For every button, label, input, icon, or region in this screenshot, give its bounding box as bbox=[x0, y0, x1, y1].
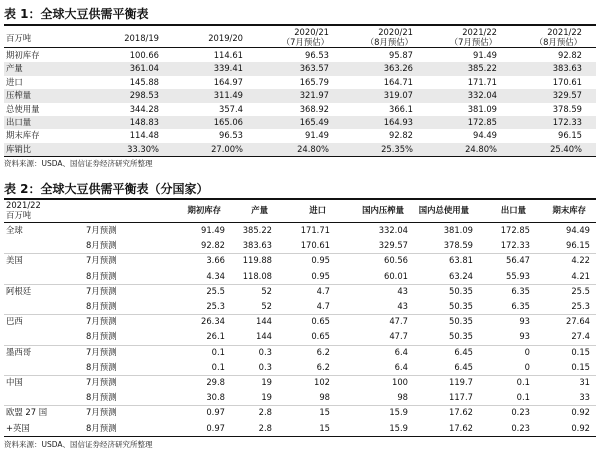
table1-header-rule bbox=[4, 47, 596, 48]
table-cell: 0.95 bbox=[311, 255, 330, 266]
table2-row bbox=[4, 269, 596, 285]
table-cell: 6.45 bbox=[454, 361, 473, 372]
table-cell: 357.4 bbox=[219, 103, 243, 114]
table1-row bbox=[4, 62, 596, 75]
table-cell: 385.22 bbox=[242, 225, 272, 235]
table-cell: 92.82 bbox=[201, 240, 225, 251]
table-cell: 25.40% bbox=[550, 143, 582, 154]
row-label: 库销比 bbox=[6, 143, 32, 154]
table-cell: 52 bbox=[261, 301, 272, 311]
table1-col-subheader: （8月预估） bbox=[365, 37, 413, 47]
period-label: 7月预测 bbox=[86, 255, 117, 266]
table-cell: 0.23 bbox=[511, 422, 530, 433]
period-label: 8月预测 bbox=[86, 361, 117, 372]
period-label: 8月预测 bbox=[86, 240, 117, 251]
table-cell: 383.63 bbox=[242, 240, 272, 251]
table-cell: 0.3 bbox=[258, 346, 272, 357]
table-cell: 0.15 bbox=[571, 361, 590, 372]
period-label: 7月预测 bbox=[86, 407, 117, 418]
table1-col-header: 2019/20 bbox=[208, 33, 243, 43]
table-cell: 27.64 bbox=[566, 316, 590, 327]
table-cell: 165.79 bbox=[299, 76, 329, 87]
table-cell: 96.15 bbox=[558, 130, 582, 141]
table1-row bbox=[4, 129, 596, 142]
table2-row bbox=[4, 314, 596, 329]
country-label: 全球 bbox=[6, 225, 23, 235]
table-cell: 24.80% bbox=[297, 143, 329, 154]
table-cell: 92.82 bbox=[558, 50, 582, 60]
table-cell: 27.00% bbox=[211, 143, 243, 154]
table-cell: 100.66 bbox=[129, 50, 159, 60]
table-cell: 119.7 bbox=[449, 377, 473, 387]
table1-col-subheader: （8月预估） bbox=[534, 37, 582, 47]
table-cell: 311.49 bbox=[213, 90, 243, 101]
table-cell: 47.7 bbox=[389, 331, 408, 342]
table-cell: 25.5 bbox=[206, 285, 225, 296]
table-cell: 329.57 bbox=[552, 90, 582, 101]
table2-bottom-rule bbox=[4, 436, 596, 437]
table1-col-subheader: （7月预估） bbox=[449, 37, 497, 47]
table-cell: 378.59 bbox=[552, 103, 582, 114]
table2-row bbox=[4, 223, 596, 238]
period-label: 7月预测 bbox=[86, 377, 117, 387]
table-cell: 119.88 bbox=[242, 255, 272, 266]
country-label: 中国 bbox=[6, 377, 23, 387]
table-cell: 26.1 bbox=[206, 331, 225, 342]
table-cell: 144 bbox=[256, 316, 272, 327]
table-cell: 17.62 bbox=[449, 407, 473, 418]
row-label: 期初库存 bbox=[6, 50, 40, 60]
country-label: 阿根廷 bbox=[6, 285, 32, 296]
table-cell: 55.93 bbox=[506, 270, 530, 281]
table-cell: 0.1 bbox=[211, 361, 225, 372]
table-cell: 6.35 bbox=[511, 285, 530, 296]
table-cell: 0.65 bbox=[311, 316, 330, 327]
table-cell: 319.07 bbox=[383, 90, 413, 101]
table2-row bbox=[4, 375, 596, 390]
table-cell: 95.87 bbox=[389, 50, 413, 60]
table-cell: 118.08 bbox=[242, 270, 272, 281]
table2-col-header: 国内总使用量 bbox=[418, 205, 469, 215]
period-label: 7月预测 bbox=[86, 225, 117, 235]
table2-row bbox=[4, 284, 596, 299]
table-cell: 6.35 bbox=[511, 301, 530, 311]
table-cell: 114.61 bbox=[213, 50, 243, 60]
period-label: 7月预测 bbox=[86, 316, 117, 327]
table-cell: 25.5 bbox=[571, 285, 590, 296]
table-cell: 165.06 bbox=[213, 117, 243, 127]
row-label: 期末库存 bbox=[6, 130, 40, 141]
table-cell: 332.04 bbox=[378, 225, 408, 235]
table-cell: 2.8 bbox=[258, 407, 272, 418]
table-cell: 385.22 bbox=[467, 63, 497, 74]
table-cell: 60.56 bbox=[384, 255, 408, 266]
table-cell: 52 bbox=[261, 285, 272, 296]
table-cell: 93 bbox=[519, 316, 530, 327]
table-cell: 172.33 bbox=[552, 117, 582, 127]
table-cell: 0.95 bbox=[311, 270, 330, 281]
table-cell: 298.53 bbox=[129, 90, 159, 101]
table-cell: 0.97 bbox=[206, 422, 225, 433]
table2-row bbox=[4, 238, 596, 254]
country-label: 巴西 bbox=[6, 316, 23, 327]
table-cell: 378.59 bbox=[443, 240, 473, 251]
table-cell: 148.83 bbox=[129, 117, 159, 127]
table-cell: 15 bbox=[319, 407, 330, 418]
table-cell: 4.22 bbox=[571, 255, 590, 266]
table1-row bbox=[4, 103, 596, 116]
table1-top-rule bbox=[4, 24, 596, 26]
table-cell: 0.1 bbox=[516, 377, 530, 387]
table-cell: 94.49 bbox=[473, 130, 497, 141]
table-cell: 0.92 bbox=[571, 407, 590, 418]
table-cell: 19 bbox=[261, 392, 272, 403]
table-cell: 0 bbox=[524, 346, 530, 357]
table-cell: 332.04 bbox=[467, 90, 497, 101]
table-cell: 4.7 bbox=[316, 301, 330, 311]
table-cell: 98 bbox=[319, 392, 330, 403]
period-label: 8月预测 bbox=[86, 331, 117, 342]
table-cell: 0.3 bbox=[258, 361, 272, 372]
table-cell: 91.49 bbox=[473, 50, 497, 60]
country-label: 欧盟 27 国 bbox=[6, 407, 48, 418]
period-label: 7月预测 bbox=[86, 285, 117, 296]
table-cell: 0.92 bbox=[571, 422, 590, 433]
table-cell: 3.66 bbox=[206, 255, 225, 266]
table-cell: 144 bbox=[256, 331, 272, 342]
table-cell: 2.8 bbox=[258, 422, 272, 433]
table1-source: 资料来源：USDA、国信证券经济研究所整理 bbox=[4, 159, 153, 168]
table-cell: 47.7 bbox=[389, 316, 408, 327]
table2-col-header: 期末库存 bbox=[552, 205, 586, 215]
table1-col-header: 2020/21 bbox=[378, 27, 413, 37]
table-cell: 4.34 bbox=[206, 270, 225, 281]
table-cell: 92.82 bbox=[389, 130, 413, 141]
table2-col-header: 进口 bbox=[309, 205, 326, 215]
table-cell: 25.35% bbox=[381, 143, 413, 154]
table1-row bbox=[4, 116, 596, 129]
table-cell: 339.41 bbox=[213, 63, 243, 74]
table-cell: 164.97 bbox=[213, 76, 243, 87]
table2-row bbox=[4, 421, 596, 437]
table-cell: 50.35 bbox=[449, 301, 473, 311]
table-cell: 29.8 bbox=[206, 377, 225, 387]
table-cell: 96.53 bbox=[305, 50, 329, 60]
row-label: 进口 bbox=[6, 76, 23, 87]
table-cell: 96.15 bbox=[566, 240, 590, 251]
table-cell: 6.4 bbox=[394, 346, 408, 357]
table-cell: 24.80% bbox=[465, 143, 497, 154]
table2-col-header: 产量 bbox=[251, 205, 268, 215]
table-cell: 171.71 bbox=[300, 225, 330, 235]
table-cell: 0.1 bbox=[516, 392, 530, 403]
table-cell: 164.93 bbox=[383, 117, 413, 127]
table-cell: 30.8 bbox=[206, 392, 225, 403]
table2-top-rule bbox=[4, 198, 596, 200]
table1-col-header: 2021/22 bbox=[547, 27, 582, 37]
period-label: 8月预测 bbox=[86, 301, 117, 311]
table-cell: 4.7 bbox=[316, 285, 330, 296]
table1-unit-label: 百万吨 bbox=[6, 33, 32, 43]
table-cell: 19 bbox=[261, 377, 272, 387]
table-cell: 361.04 bbox=[129, 63, 159, 74]
table2-row bbox=[4, 345, 596, 360]
table1-col-header: 2020/21 bbox=[294, 27, 329, 37]
table-cell: 94.49 bbox=[566, 225, 590, 235]
row-label: 压榨量 bbox=[6, 90, 32, 101]
table2-row bbox=[4, 253, 596, 268]
table-cell: 368.92 bbox=[299, 103, 329, 114]
table-cell: 4.21 bbox=[571, 270, 590, 281]
period-label: 8月预测 bbox=[86, 392, 117, 403]
table-cell: 366.1 bbox=[389, 103, 413, 114]
table1-row bbox=[4, 89, 596, 102]
table-cell: 363.57 bbox=[299, 63, 329, 74]
table-cell: 6.4 bbox=[394, 361, 408, 372]
table1-col-header: 2018/19 bbox=[124, 33, 159, 43]
table-cell: 6.45 bbox=[454, 346, 473, 357]
table1-row bbox=[4, 49, 596, 62]
table-cell: 63.24 bbox=[449, 270, 473, 281]
table1-col-header: 2021/22 bbox=[462, 27, 497, 37]
table-cell: 26.34 bbox=[201, 316, 225, 327]
table-cell: 170.61 bbox=[552, 76, 582, 87]
period-label: 8月预测 bbox=[86, 422, 117, 433]
table-cell: 381.09 bbox=[467, 103, 497, 114]
table-cell: 0.15 bbox=[571, 346, 590, 357]
table-cell: 6.2 bbox=[316, 346, 330, 357]
table-cell: 91.49 bbox=[305, 130, 329, 141]
table-cell: 383.63 bbox=[552, 63, 582, 74]
table2-row bbox=[4, 299, 596, 315]
table-cell: 172.85 bbox=[500, 225, 530, 235]
table2-col-header: 国内压榨量 bbox=[362, 205, 404, 215]
table-cell: 25.3 bbox=[571, 301, 590, 311]
table-cell: 344.28 bbox=[129, 103, 159, 114]
table-cell: 27.4 bbox=[571, 331, 590, 342]
table2-source: 资料来源：USDA、国信证券经济研究所整理 bbox=[4, 440, 153, 449]
table-cell: 50.35 bbox=[449, 331, 473, 342]
table1-row bbox=[4, 76, 596, 89]
table-cell: 31 bbox=[579, 377, 590, 387]
row-label: 总使用量 bbox=[6, 103, 40, 114]
table2-row bbox=[4, 329, 596, 345]
row-label: 出口量 bbox=[6, 117, 32, 127]
table1-row bbox=[4, 143, 596, 156]
table-cell: 15.9 bbox=[389, 407, 408, 418]
table-cell: 165.49 bbox=[299, 117, 329, 127]
table1-col-subheader: （7月预估） bbox=[281, 37, 329, 47]
table-cell: 60.01 bbox=[384, 270, 408, 281]
table-cell: 15 bbox=[319, 422, 330, 433]
table2-year-label: 2021/22 bbox=[6, 200, 41, 210]
table-cell: 363.26 bbox=[383, 63, 413, 74]
table-cell: 93 bbox=[519, 331, 530, 342]
table2-col-header: 期初库存 bbox=[187, 205, 221, 215]
table-cell: 33.30% bbox=[127, 143, 159, 154]
table-cell: 91.49 bbox=[201, 225, 225, 235]
country-label: 美国 bbox=[6, 255, 23, 266]
table-cell: 50.35 bbox=[449, 316, 473, 327]
table-cell: 0.65 bbox=[311, 331, 330, 342]
country-label: +英国 bbox=[6, 422, 30, 433]
table-cell: 170.61 bbox=[300, 240, 330, 251]
country-label: 墨西哥 bbox=[6, 346, 32, 357]
table-cell: 33 bbox=[579, 392, 590, 403]
table-cell: 25.3 bbox=[206, 301, 225, 311]
table-cell: 0 bbox=[524, 361, 530, 372]
table-cell: 63.81 bbox=[449, 255, 473, 266]
table2-title: 表 2：全球大豆供需平衡表（分国家） bbox=[4, 182, 209, 196]
table2-row bbox=[4, 360, 596, 376]
table-cell: 56.47 bbox=[506, 255, 530, 266]
table-cell: 145.88 bbox=[129, 76, 159, 87]
table-cell: 43 bbox=[397, 301, 408, 311]
table-cell: 321.97 bbox=[299, 90, 329, 101]
table-cell: 171.71 bbox=[467, 76, 497, 87]
table-cell: 0.1 bbox=[211, 346, 225, 357]
table2-col-header: 出口量 bbox=[500, 205, 526, 215]
period-label: 8月预测 bbox=[86, 270, 117, 281]
table-cell: 329.57 bbox=[378, 240, 408, 251]
period-label: 7月预测 bbox=[86, 346, 117, 357]
table-cell: 17.62 bbox=[449, 422, 473, 433]
table2-row bbox=[4, 390, 596, 406]
table-cell: 43 bbox=[397, 285, 408, 296]
table2-unit-label: 百万吨 bbox=[6, 210, 32, 220]
table1-bottom-rule bbox=[4, 156, 596, 157]
table-cell: 98 bbox=[397, 392, 408, 403]
table1-title: 表 1：全球大豆供需平衡表 bbox=[4, 7, 149, 21]
table-cell: 381.09 bbox=[443, 225, 473, 235]
table-cell: 6.2 bbox=[316, 361, 330, 372]
table-cell: 0.97 bbox=[206, 407, 225, 418]
table-cell: 117.7 bbox=[449, 392, 473, 403]
table-cell: 50.35 bbox=[449, 285, 473, 296]
table-cell: 102 bbox=[314, 377, 330, 387]
table-cell: 0.23 bbox=[511, 407, 530, 418]
row-label: 产量 bbox=[6, 63, 23, 74]
table-cell: 15.9 bbox=[389, 422, 408, 433]
table-cell: 172.85 bbox=[467, 117, 497, 127]
table-cell: 114.48 bbox=[129, 130, 159, 141]
table-cell: 100 bbox=[392, 377, 408, 387]
table-cell: 96.53 bbox=[219, 130, 243, 141]
table-cell: 164.71 bbox=[383, 76, 413, 87]
table-cell: 172.33 bbox=[500, 240, 530, 251]
